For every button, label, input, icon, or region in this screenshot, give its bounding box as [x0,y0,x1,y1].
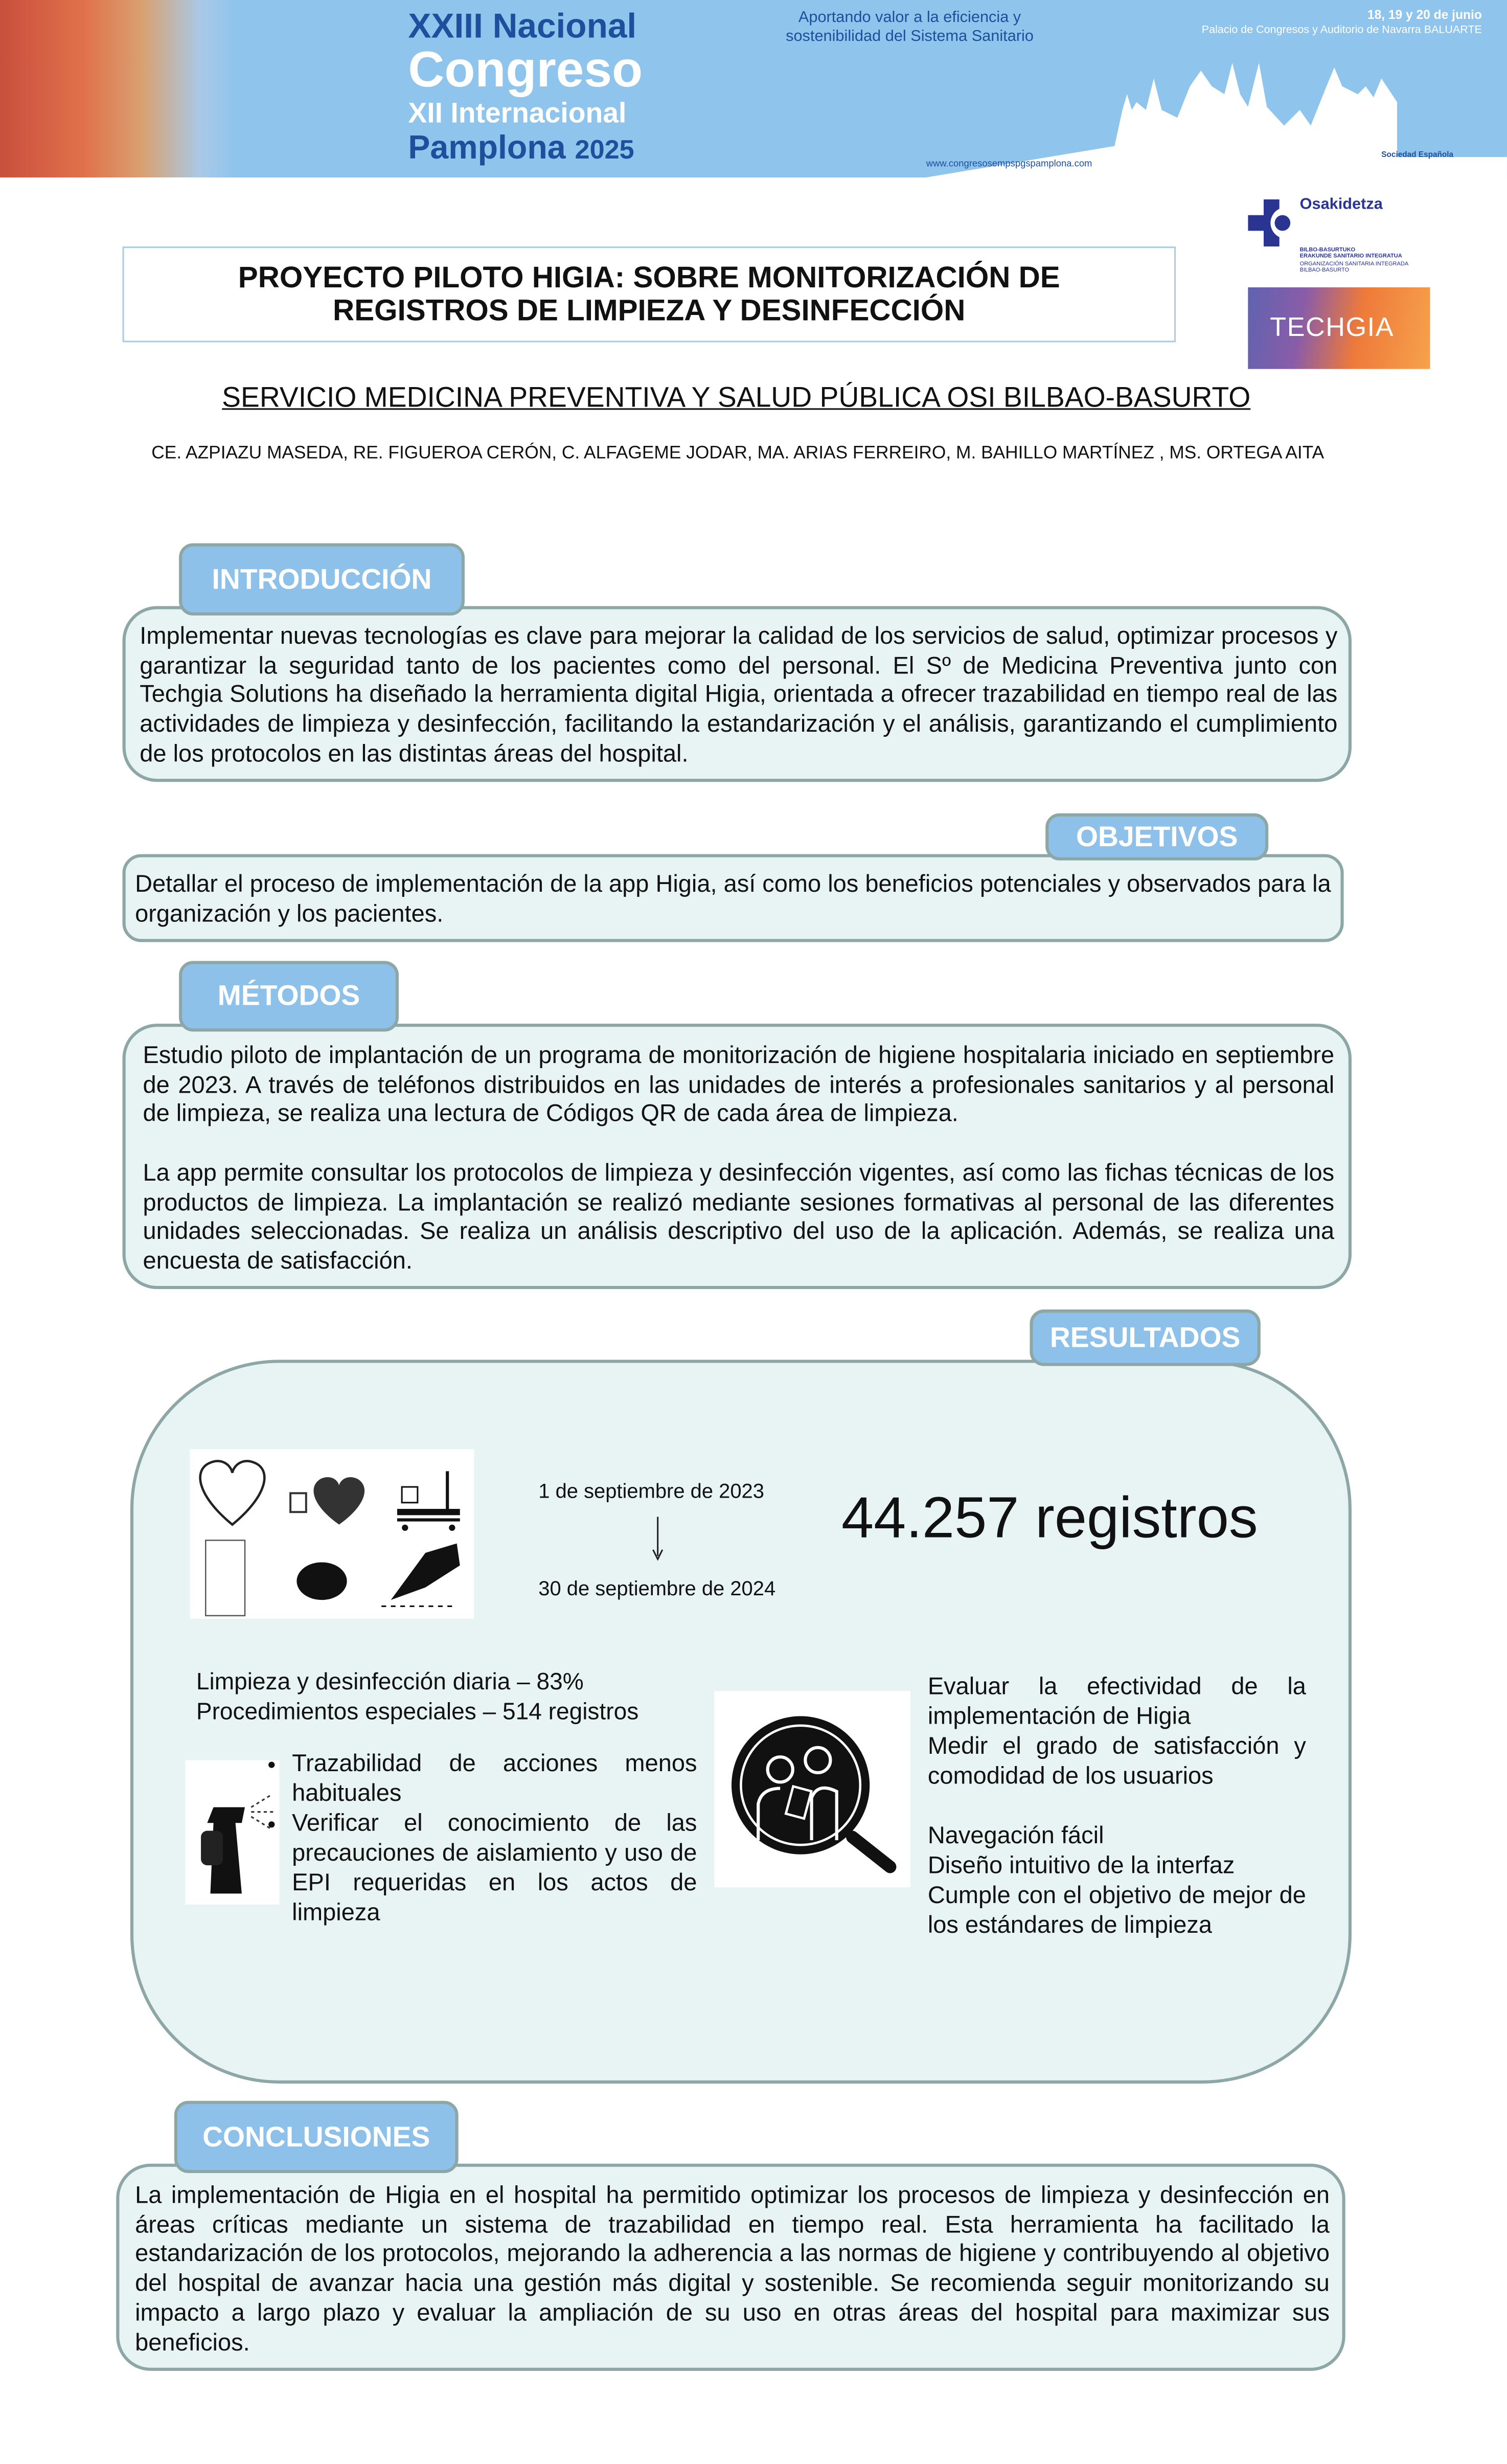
banner-website[interactable]: www.congresosempspgspamplona.com [926,160,1092,170]
objetivos-text: Detallar el proceso de implementación de la app Higia, así como los beneficios potenciales y observados para la organización y los pacientes. [135,871,1331,928]
metodos-text: Estudio piloto de implantación de un programa de monitorización de higiene hospitalaria iniciado en septiembre de 2023. A través de teléfonos distribuidos en las unidades de interés a profesionales sanitarios y al personal de limpieza, se realiza una lectura de Códigos QR de cada área de limpieza. La app permite consultar los protocolos de limpieza y desinfección vigentes, así como las fichas técnicas de los productos de limpieza. La implantación se realizó mediante sesiones formativas al personal de las diferentes unidades seleccionadas. Se realiza un análisis descriptivo del uso de la aplicación. Además, se realiza una encuesta de satisfacción. [143,1043,1335,1275]
intro-box [123,606,1352,782]
heart-outline-icon [200,1461,265,1525]
osakidetza-logo: Osakidetza BILBO-BASURTUKO ERAKUNDE SANITARIO INTEGRATUA ORGANIZACIÓN SANITARIA INTEGRADA BILBAO-BASURTO [1248,196,1436,283]
banner-line3: XII Internacional [408,97,627,129]
banner-line1: XXIII Nacional [408,6,637,46]
results-right-text: Evaluar la efectividad de la implementación de Higia Medir el grado de satisfacción y comodidad de los usuarios Navegación fácil Diseño intuitivo de la interfaz Cumple con el objetivo de mejor de los estándares de limpieza [927,1674,1306,1939]
conclusiones-heading: CONCLUSIONES [174,2101,459,2173]
conclusiones-text: La implementación de Higia en el hospital ha permitido optimizar los procesos de limpieza y desinfección en áreas críticas mediante un sistema de trazabilidad en tiempo real. Esta herramienta ha facilitado la estandarización de los protocolos, mejorando la adherencia a las normas de higiene y contribuyendo al objetivo del hospital de avanzar hacia una gestión más digital y sostenible. Se recomienda seguir monitorizando su impacto a largo plazo y evaluar la ampliación de su uso en otras áreas del hospital para maximizar sus beneficios. [135,2182,1330,2356]
results-stats: Limpieza y desinfección diaria – 83% Procedimientos especiales – 514 registros [196,1669,639,1726]
arrow-down-icon [650,1517,666,1561]
poster-title: PROYECTO PILOTO HIGIA: SOBRE MONITORIZACIÓN DE REGISTROS DE LIMPIEZA Y DESINFECCIÓN [123,246,1176,342]
authors: CE. AZPIAZU MASEDA, RE. FIGUEROA CERÓN, C. ALFAGEME JODAR, MA. ARIAS FERREIRO, M. BAHILLO MARTÍNEZ , MS. ORTEGA AITA [151,444,1325,463]
objetivos-box [123,854,1344,942]
banner-dates: 18, 19 y 20 de junio Palacio de Congresos y Auditorio de Navarra BALUARTE [1201,8,1482,36]
intro-heading: INTRODUCCIÓN [179,543,465,615]
hand-pen-icon [391,1544,460,1600]
banner-line2: Congreso [408,40,643,98]
techgia-logo: TECHGIA [1248,287,1430,369]
metodos-box [123,1024,1352,1289]
bullet-item: • Trazabilidad de acciones menos habituales [292,1749,697,1809]
resultados-heading: RESULTADOS [1030,1309,1260,1366]
congress-banner [0,0,1507,177]
inspection-magnifier-icon [714,1691,910,1887]
intro-text: Implementar nuevas tecnologías es clave para mejorar la calidad de los servicios de salud, optimizar procesos y garantizar la seguridad tanto de los pacientes como del personal. El Sº de Medicina Preventiva junto con Techgia Solutions ha diseñado la herramienta digital Higia, orientada a ofrecer trazabilidad en tiempo real de las actividades de limpieza y desinfección, facilitando la estandarización y el análisis, garantizando el cumplimiento de los protocolos en las distintas áreas del hospital. [140,623,1338,768]
osakidetza-cross-icon [1248,199,1295,246]
heart-filled-icon [313,1477,364,1525]
objetivos-heading: OBJETIVOS [1045,813,1268,861]
bullet-item: • Verificar el conocimiento de las precauciones de aislamiento y uso de EPI requeridas en los actos de limpieza [292,1809,697,1928]
city-photo [0,0,236,177]
banner-tagline: Aportando valor a la eficiencia y sostenibilidad del Sistema Sanitario [786,9,1034,46]
hospital-areas-icons [190,1449,474,1619]
conclusiones-box [116,2164,1345,2371]
society-logo: Sociedad Española [1381,150,1454,161]
metodos-heading: MÉTODOS [179,961,399,1031]
date-start: 1 de septiembre de 2023 [538,1479,764,1503]
date-end: 30 de septiembre de 2024 [538,1576,776,1600]
fetus-icon [296,1562,347,1600]
total-records: 44.257 registros [841,1485,1258,1550]
service-subtitle: SERVICIO MEDICINA PREVENTIVA Y SALUD PÚBLICA OSI BILBAO-BASURTO [222,381,1251,413]
results-bullets [264,1749,697,1928]
banner-line4: Pamplona 2025 [408,130,634,167]
hospital-bed-icon [397,1471,460,1531]
